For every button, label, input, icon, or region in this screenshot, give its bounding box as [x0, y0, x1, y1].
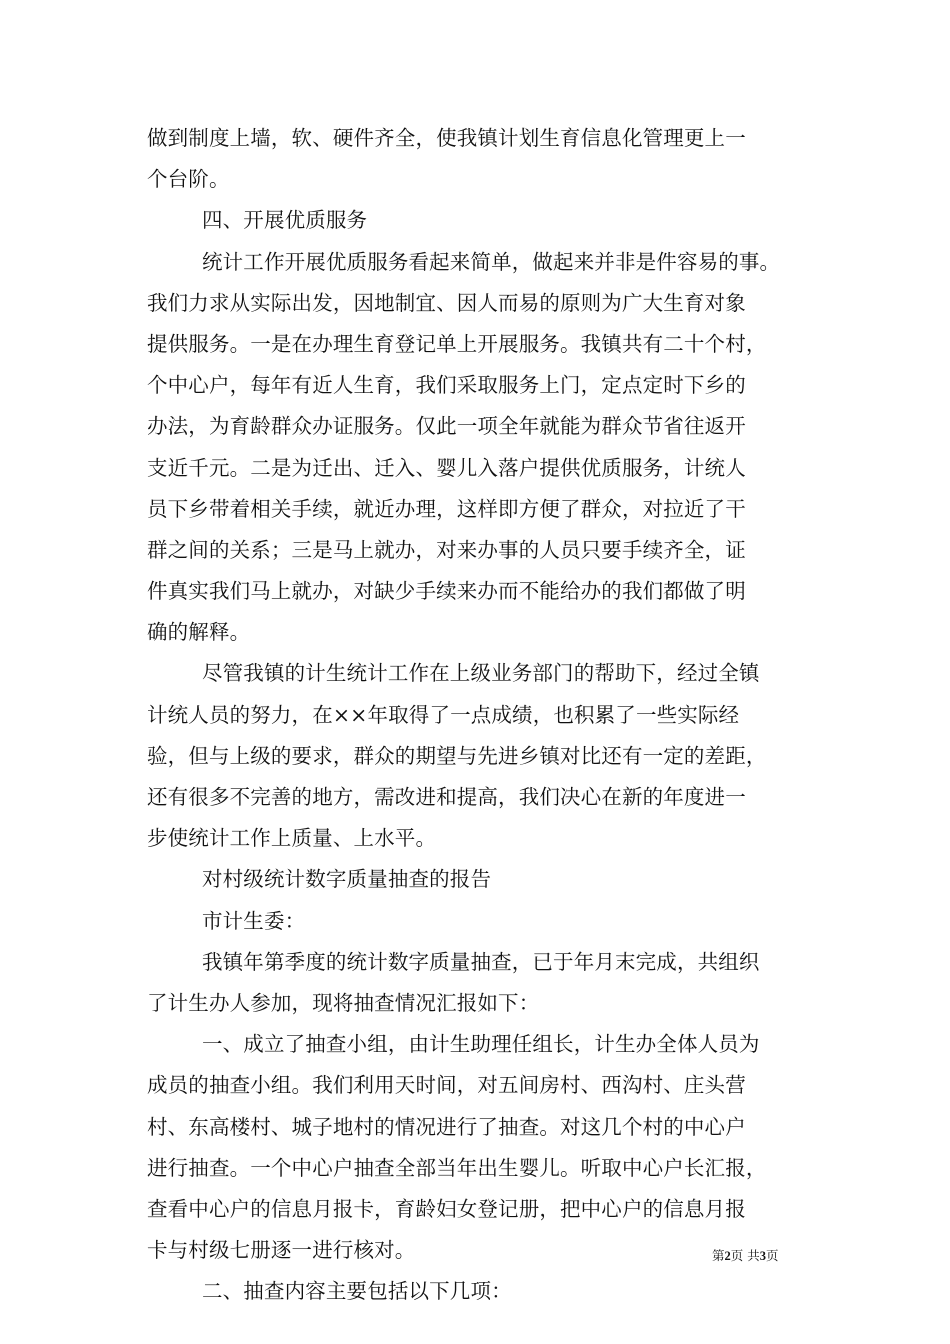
text-line: 查看中心户的信息月报卡，育龄妇女登记册，把中心户的信息月报: [147, 1196, 746, 1221]
text-line: 办法，为育龄群众办证服务。仅此一项全年就能为群众节省往返开: [147, 414, 746, 439]
text-line: 卡与村级七册逐一进行核对。: [147, 1238, 416, 1263]
footer-suffix: 页: [766, 1248, 779, 1263]
footer-prefix: 第: [712, 1248, 725, 1263]
text-line: 支近千元。二是为迁出、迁入、婴儿入落户提供优质服务，计统人: [147, 455, 746, 480]
text-line: 个中心户，每年有近人生育，我们采取服务上门，定点定时下乡的: [147, 373, 746, 398]
text-line: 计统人员的努力，在××年取得了一点成绩，也积累了一些实际经: [147, 702, 740, 727]
text-line: 确的解释。: [147, 620, 251, 645]
text-line: 群之间的关系；三是马上就办，对来办事的人员只要手续齐全，证: [147, 537, 746, 562]
text-line: 尽管我镇的计生统计工作在上级业务部门的帮助下，经过全镇: [202, 661, 760, 686]
section-heading: 二、抽查内容主要包括以下几项：: [202, 1279, 512, 1304]
text-line: 了计生办人参加，现将抽查情况汇报如下：: [147, 990, 540, 1015]
text-line: 我镇年第季度的统计数字质量抽查，已于年月末完成，共组织: [202, 949, 760, 974]
report-addressee: 市计生委：: [202, 908, 306, 933]
text-line: 个台阶。: [147, 167, 230, 192]
text-line: 统计工作开展优质服务看起来简单，做起来并非是件容易的事。: [202, 249, 781, 274]
text-line: 做到制度上墙，软、硬件齐全，使我镇计划生育信息化管理更上一: [147, 126, 746, 150]
report-title: 对村级统计数字质量抽查的报告: [202, 867, 492, 892]
total-pages-number: 3: [759, 1249, 766, 1263]
text-line: 进行抽查。一个中心户抽查全部当年出生婴儿。听取中心户长汇报，: [147, 1155, 767, 1180]
section-heading: 四、开展优质服务: [202, 208, 368, 233]
text-line: 成员的抽查小组。我们利用天时间，对五间房村、西沟村、庄头营: [147, 1073, 746, 1098]
document-body: [147, 118, 807, 1312]
text-line: 我们力求从实际出发，因地制宜、因人而易的原则为广大生育对象: [147, 290, 746, 315]
text-line: 件真实我们马上就办，对缺少手续来办而不能给办的我们都做了明: [147, 579, 746, 604]
text-line: 还有很多不完善的地方，需改进和提高，我们决心在新的年度进一: [147, 785, 746, 809]
text-line: 步使统计工作上质量、上水平。: [147, 826, 437, 851]
text-line: 一、成立了抽查小组，由计生助理任组长，计生办全体人员为: [202, 1032, 760, 1057]
page-number-footer: [712, 1248, 779, 1264]
text-line: 村、东高楼村、城子地村的情况进行了抽查。对这几个村的中心户: [147, 1114, 746, 1139]
text-line: 员下乡带着相关手续，就近办理，这样即方便了群众，对拉近了干: [147, 496, 746, 521]
footer-middle: 页 共: [730, 1248, 760, 1263]
text-line: 提供服务。一是在办理生育登记单上开展服务。我镇共有二十个村，: [147, 331, 767, 356]
text-line: 验，但与上级的要求，群众的期望与先进乡镇对比还有一定的差距，: [147, 743, 767, 768]
current-page-number: 2: [724, 1249, 731, 1263]
